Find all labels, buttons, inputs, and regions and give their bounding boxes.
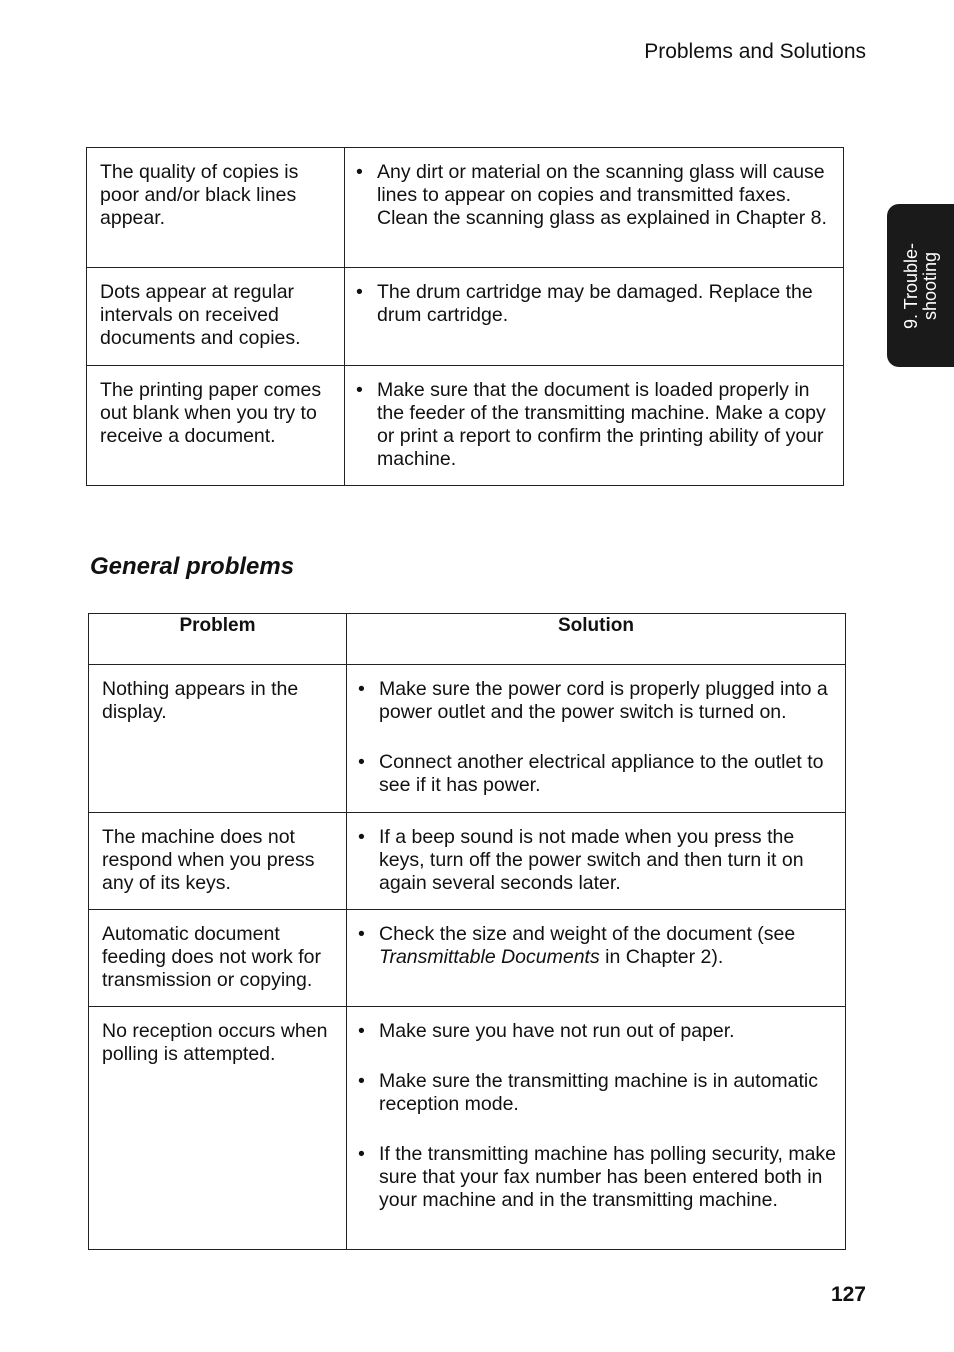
table-row <box>89 1007 846 1250</box>
document-reference: Transmittable Documents <box>379 946 600 968</box>
problem-cell: Nothing appears in the display. <box>89 665 347 813</box>
problem-cell: The machine does not respond when you press any of its keys. <box>89 813 347 910</box>
solution-item: • Any dirt or material on the scanning glass will cause lines to appear on copies and transmitted faxes. Clean the scanning glass as explained in Chapter 8. <box>356 161 835 230</box>
table-header-row <box>89 614 846 665</box>
table-row <box>87 268 844 366</box>
solution-list <box>358 923 837 969</box>
solution-list <box>356 379 835 471</box>
solution-list <box>358 678 837 797</box>
problem-cell: Automatic document feeding does not work for transmission or copying. <box>89 910 347 1007</box>
column-header-solution: Solution <box>347 614 846 665</box>
table-row <box>89 813 846 910</box>
general-problems-table <box>88 613 846 1250</box>
section-title: General problems <box>90 553 295 580</box>
solution-list <box>356 281 835 327</box>
table-row <box>87 366 844 486</box>
troubleshooting-table-continued <box>86 147 844 486</box>
solution-list <box>358 826 837 895</box>
problem-cell: No reception occurs when polling is attempted. <box>89 1007 347 1250</box>
chapter-tab-line-1: 9. Trouble- <box>900 242 921 329</box>
solution-cell <box>347 665 846 813</box>
solution-list <box>356 161 835 230</box>
chapter-tab-line-2: shooting <box>919 251 940 320</box>
solution-cell <box>345 148 844 268</box>
chapter-tab-label <box>902 242 940 328</box>
table-row <box>87 148 844 268</box>
solution-cell <box>347 813 846 910</box>
table-row <box>89 665 846 813</box>
solution-text: Check the size and weight of the document (see <box>379 923 796 945</box>
solution-item: • Connect another electrical appliance to the outlet to see if it has power. <box>358 751 837 797</box>
problem-cell: Dots appear at regular intervals on received documents and copies. <box>87 268 345 366</box>
running-header: Problems and Solutions <box>644 40 866 63</box>
solution-cell <box>347 1007 846 1250</box>
chapter-tab <box>887 204 954 367</box>
solution-cell <box>345 268 844 366</box>
page-number: 127 <box>830 1283 866 1306</box>
column-header-problem: Problem <box>89 614 347 665</box>
solution-cell <box>345 366 844 486</box>
solution-item: • Make sure that the document is loaded properly in the feeder of the transmitting machine. Make a copy or print a report to confirm the printing ability of your machine. <box>356 379 835 471</box>
table-row <box>89 910 846 1007</box>
solution-item <box>358 923 837 969</box>
solution-item: • If the transmitting machine has polling security, make sure that your fax number has been entered both in your machine and in the transmitting machine. <box>358 1143 837 1212</box>
problem-cell: The printing paper comes out blank when you try to receive a document. <box>87 366 345 486</box>
solution-item: • The drum cartridge may be damaged. Replace the drum cartridge. <box>356 281 835 327</box>
solution-cell <box>347 910 846 1007</box>
solution-text: in Chapter 2). <box>599 946 724 968</box>
solution-list <box>358 1020 837 1212</box>
solution-item: • If a beep sound is not made when you press the keys, turn off the power switch and then turn it on again several seconds later. <box>358 826 837 895</box>
solution-item: • Make sure the power cord is properly plugged into a power outlet and the power switch is turned on. <box>358 678 837 724</box>
solution-item: • Make sure the transmitting machine is in automatic reception mode. <box>358 1070 837 1116</box>
problem-cell: The quality of copies is poor and/or black lines appear. <box>87 148 345 268</box>
solution-item: • Make sure you have not run out of paper. <box>358 1020 837 1043</box>
